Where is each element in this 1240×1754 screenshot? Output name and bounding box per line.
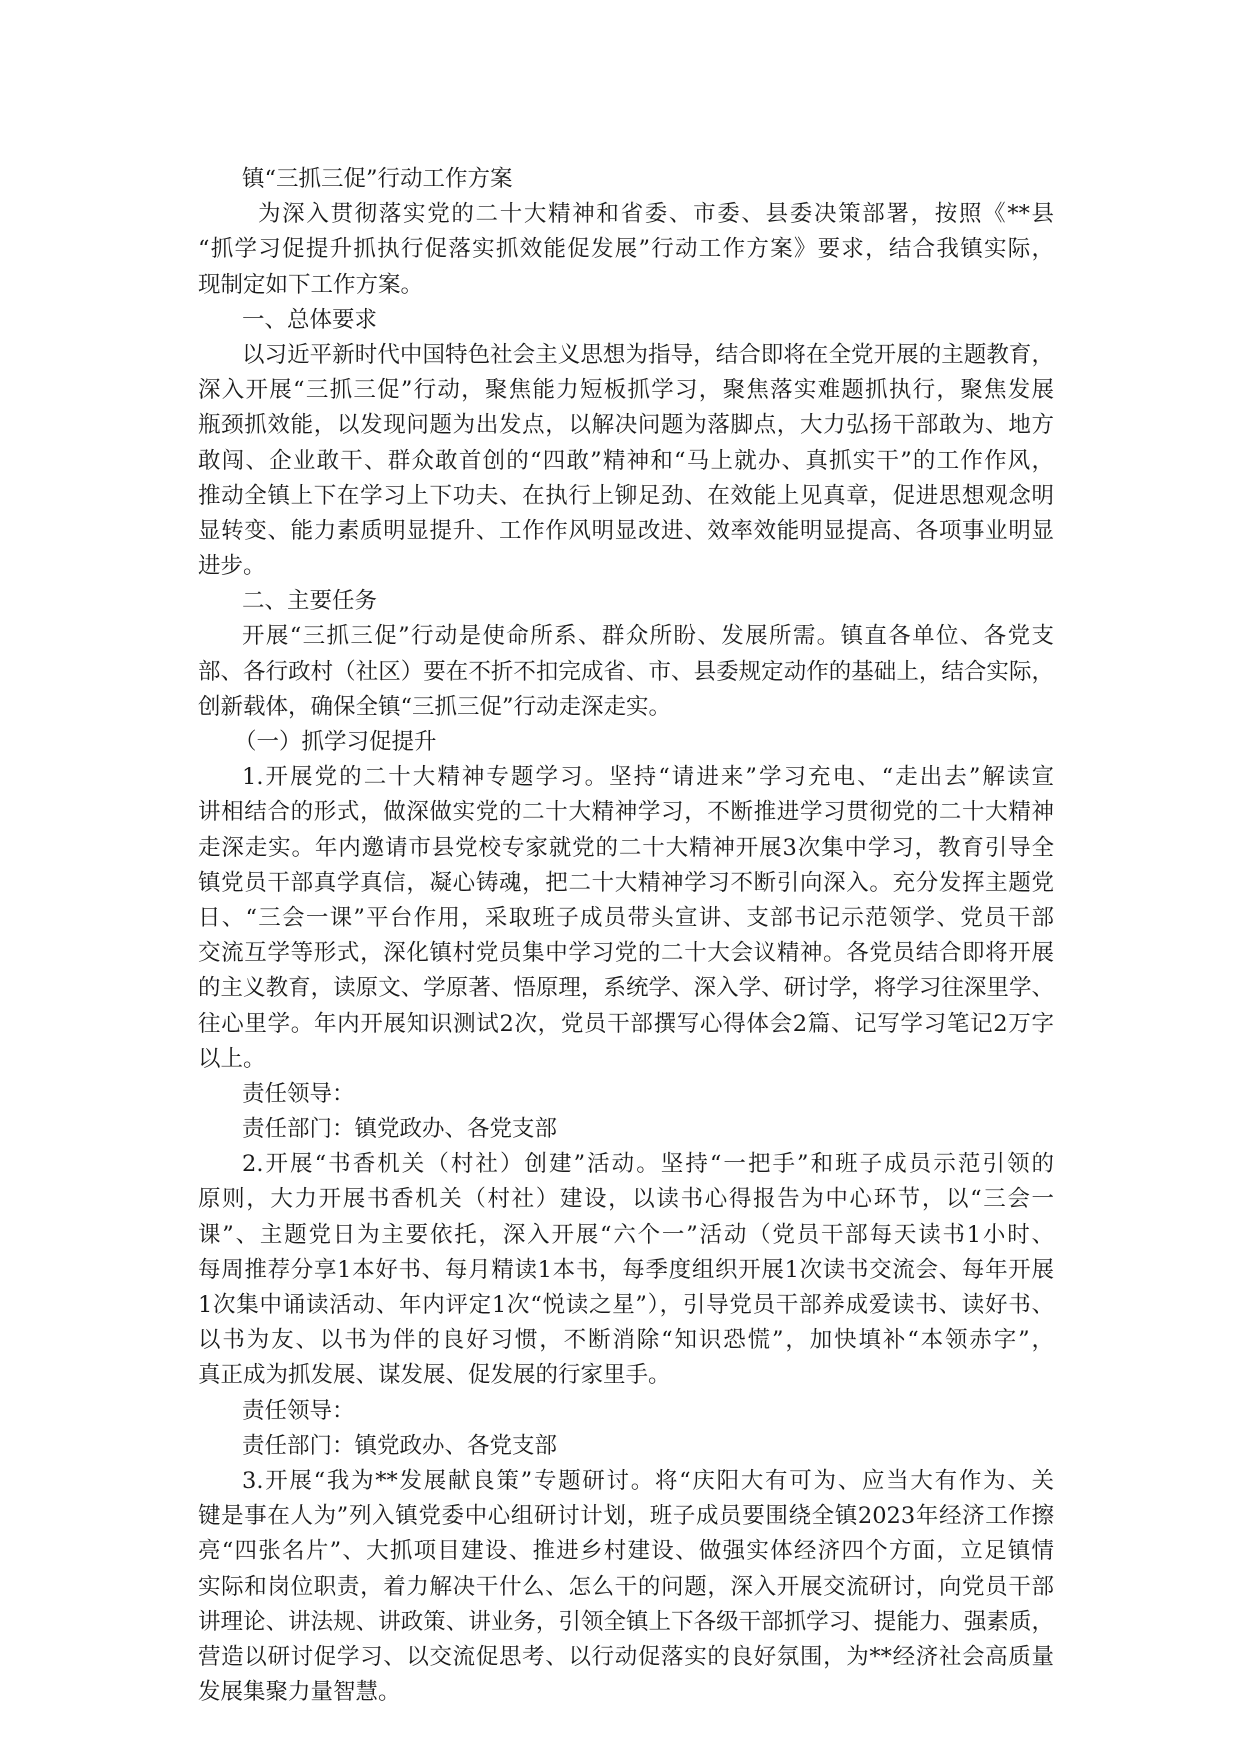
item1-line-5: 日、“三会一课”平台作用，采取班子成员带头宣讲、支部书记示范领学、党员干部 [198,904,1054,931]
item3-line-2: 键是事在人为”列入镇党委中心组研讨计划，班子成员要围绕全镇2023年经济工作擦 [198,1503,1054,1530]
item3-line-6: 营造以研讨促学习、以交流促思考、以行动促落实的良好氛围，为**经济社会高质量 [198,1643,1054,1670]
section1-line-6: 显转变、能力素质明显提升、工作作风明显改进、效率效能明显提高、各项事业明显 [198,517,1054,544]
intro-line-2: “抓学习促提升抓执行促落实抓效能促发展”行动工作方案》要求，结合我镇实际， [198,236,1054,263]
section1-line-2: 深入开展“三抓三促”行动，聚焦能力短板抓学习，聚焦落实难题抓执行，聚焦发展 [198,377,1054,404]
item2-dept: 责任部门：镇党政办、各党支部 [242,1432,558,1459]
item2-line-6: 以书为友、以书为伴的良好习惯，不断消除“知识恐慌”，加快填补“本领赤字”， [198,1327,1054,1354]
intro-line-1: 为深入贯彻落实党的二十大精神和省委、市委、县委决策部署，按照《**县 [258,201,1054,228]
item1-line-3: 走深走实。年内邀请市县党校专家就党的二十大精神开展3次集中学习，教育引导全 [198,834,1054,861]
section1-heading: 一、总体要求 [242,306,378,333]
section1-line-7: 进步。 [198,553,266,580]
item1-leader: 责任领导： [242,1080,355,1107]
item1-line-9: 以上。 [198,1045,266,1072]
section1-line-4: 敢闯、企业敢干、群众敢首创的“四敢”精神和“马上就办、真抓实干”的工作作风， [198,447,1054,474]
sub1-heading: （一）抓学习促提升 [234,729,437,755]
item2-leader: 责任领导： [242,1397,355,1424]
item2-line-4: 每周推荐分享1本好书、每月精读1本书，每季度组织开展1次读书交流会、每年开展 [198,1256,1054,1283]
section1-line-5: 推动全镇上下在学习上下功夫、在执行上铆足劲、在效能上见真章，促进思想观念明 [198,482,1054,509]
item1-line-7: 的主义教育，读原文、学原著、悟原理，系统学、深入学、研讨学，将学习往深里学、 [198,975,1054,1002]
item1-line-2: 讲相结合的形式，做深做实党的二十大精神学习，不断推进学习贯彻党的二十大精神 [198,799,1054,826]
item1-line-8: 往心里学。年内开展知识测试2次，党员干部撰写心得体会2篇、记写学习笔记2万字 [198,1010,1054,1037]
section2-line-1: 开展“三抓三促”行动是使命所系、群众所盼、发展所需。镇直各单位、各党支 [242,623,1054,650]
section2-heading: 二、主要任务 [242,588,378,615]
item3-line-5: 讲理论、讲法规、讲政策、讲业务，引领全镇上下各级干部抓学习、提能力、强素质， [198,1608,1054,1635]
section2-line-3: 创新载体，确保全镇“三抓三促”行动走深走实。 [198,693,672,720]
section1-line-1: 以习近平新时代中国特色社会主义思想为指导，结合即将在全党开展的主题教育， [242,341,1054,368]
item3-line-4: 实际和岗位职责，着力解决干什么、怎么干的问题，深入开展交流研讨，向党员干部 [198,1573,1054,1600]
item2-line-7: 真正成为抓发展、谋发展、促发展的行家里手。 [198,1362,671,1389]
item2-line-1: 2.开展“书香机关（村社）创建”活动。坚持“一把手”和班子成员示范引领的 [242,1151,1054,1178]
item3-line-7: 发展集聚力量智慧。 [198,1679,401,1706]
section1-line-3: 瓶颈抓效能，以发现问题为出发点，以解决问题为落脚点，大力弘扬干部敢为、地方 [198,412,1054,439]
item3-line-3: 亮“四张名片”、大抓项目建设、推进乡村建设、做强实体经济四个方面，立足镇情 [198,1538,1054,1565]
item3-line-1: 3.开展“我为**发展献良策”专题研讨。将“庆阳大有可为、应当大有作为、关 [242,1467,1054,1494]
item1-dept: 责任部门：镇党政办、各党支部 [242,1116,558,1143]
item2-line-3: 课”、主题党日为主要依托，深入开展“六个一”活动（党员干部每天读书1小时、 [198,1221,1054,1248]
item1-line-1: 1.开展党的二十大精神专题学习。坚持“请进来”学习充电、“走出去”解读宣 [242,764,1054,791]
item2-line-5: 1次集中诵读活动、年内评定1次“悦读之星”），引导党员干部养成爱读书、读好书、 [198,1292,1054,1318]
item2-line-2: 原则，大力开展书香机关（村社）建设，以读书心得报告为中心环节，以“三会一 [198,1186,1054,1213]
document-title: 镇“三抓三促”行动工作方案 [242,166,513,192]
item1-line-4: 镇党员干部真学真信，凝心铸魂，把二十大精神学习不断引向深入。充分发挥主题党 [198,869,1054,896]
intro-line-3: 现制定如下工作方案。 [198,271,424,298]
item1-line-6: 交流互学等形式，深化镇村党员集中学习党的二十大会议精神。各党员结合即将开展 [198,940,1054,967]
document-page [198,162,1054,1710]
section2-line-2: 部、各行政村（社区）要在不折不扣完成省、市、县委规定动作的基础上，结合实际， [198,658,1054,685]
